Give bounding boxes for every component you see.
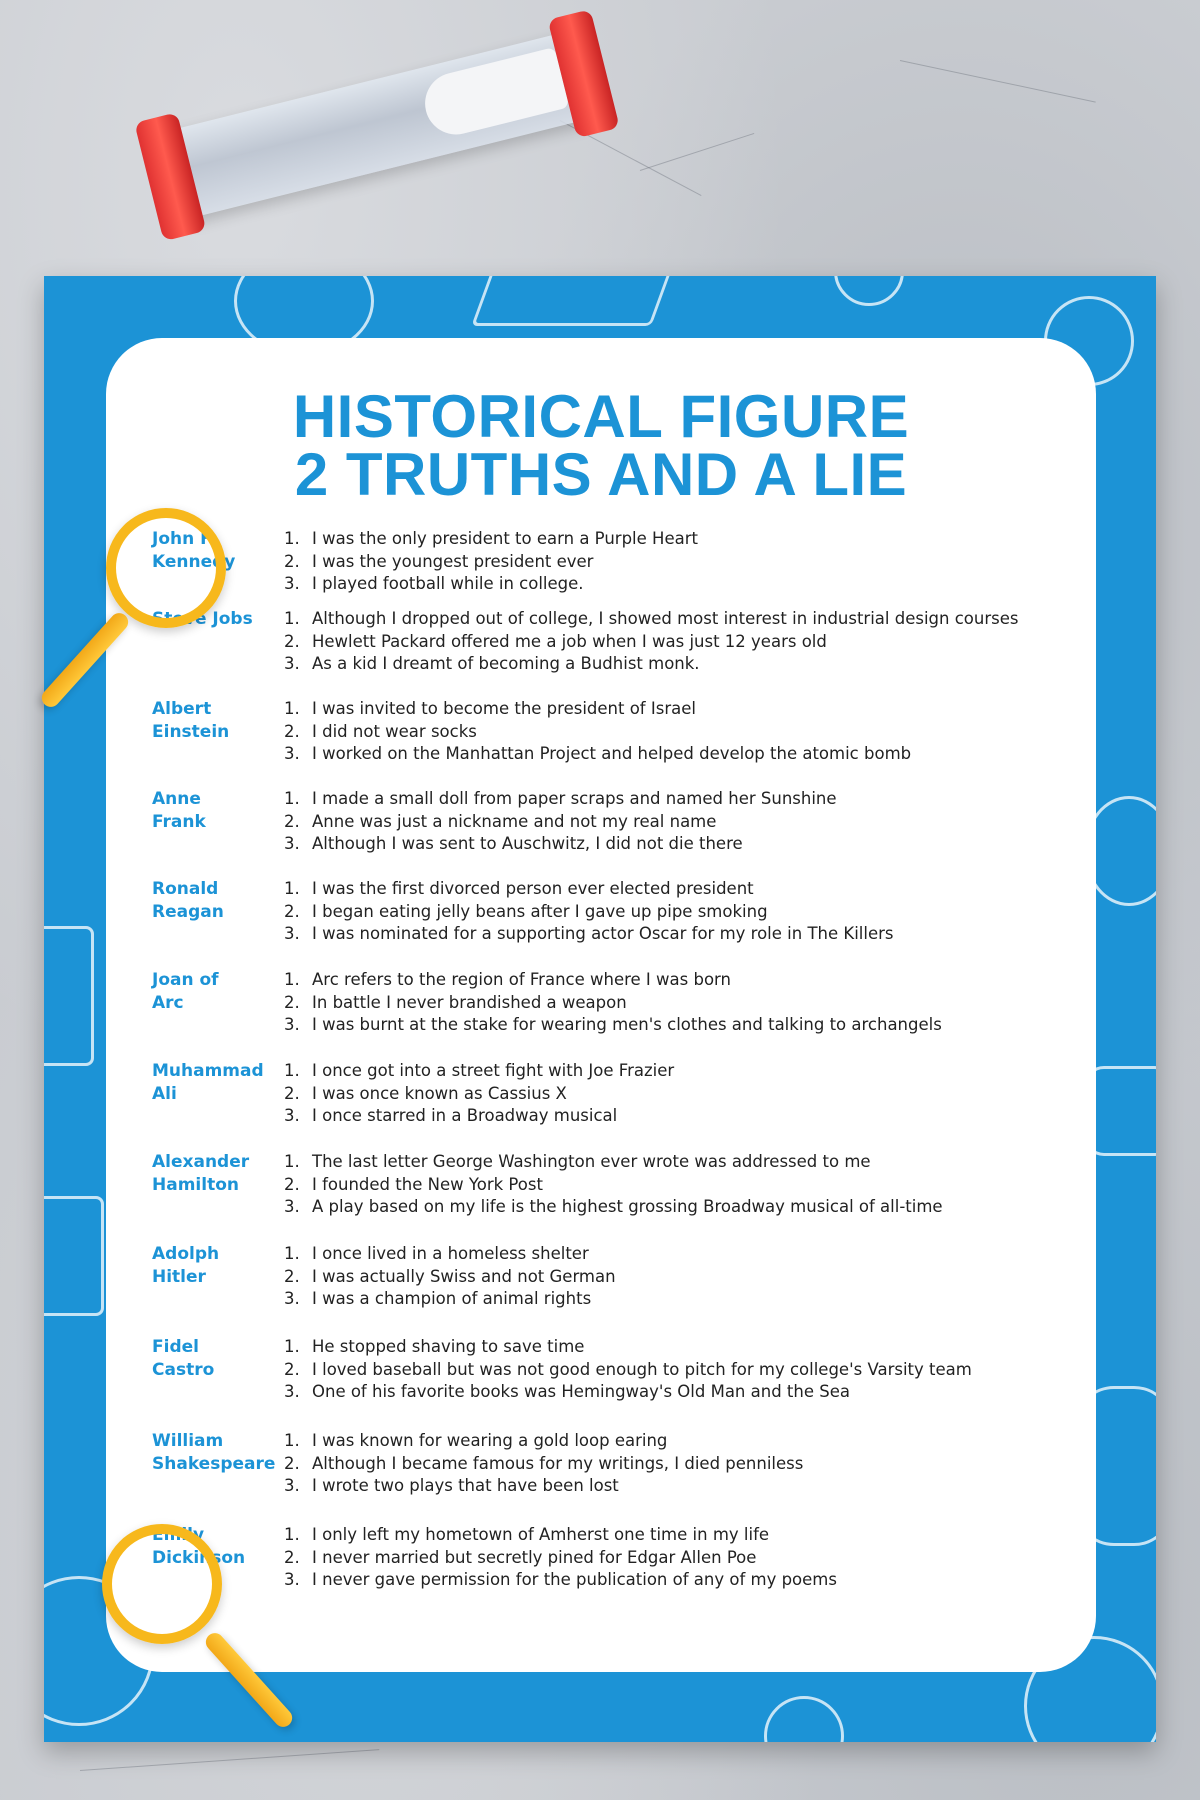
fact-item: 3. I wrote two plays that have been lost — [284, 1476, 619, 1495]
fact-list — [284, 1430, 803, 1524]
stone-crack — [640, 133, 754, 171]
fact-item: 2. I was actually Swiss and not German — [284, 1266, 616, 1286]
fact-item: 2. I loved baseball but was not good enough to pitch for my college's Varsity team — [284, 1359, 972, 1379]
figure-row — [152, 608, 1092, 698]
magnifier-bottom — [102, 1524, 222, 1644]
fact-list — [284, 1060, 674, 1151]
fact-item: 1. I was the first divorced person ever elected president — [284, 879, 754, 898]
fact-item: 2. Anne was just a nickname and not my real name — [284, 811, 717, 831]
figure-row — [152, 878, 1092, 969]
book-doodle — [471, 276, 676, 326]
figure-row — [152, 698, 1092, 788]
book-doodle — [44, 926, 94, 1066]
fact-item: 3. I was nominated for a supporting actor Oscar for my role in The Killers — [284, 924, 894, 943]
magnifier-top — [106, 508, 226, 628]
sun-doodle — [764, 1696, 844, 1742]
fact-item: 3. I once starred in a Broadway musical — [284, 1106, 618, 1125]
fact-item: 2. I began eating jelly beans after I gave up pipe smoking — [284, 901, 768, 921]
title-line-1: HISTORICAL FIGURE — [292, 383, 910, 450]
fact-list — [284, 698, 911, 788]
fact-item: 1. I was known for wearing a gold loop earing — [284, 1431, 668, 1450]
figure-row — [152, 969, 1092, 1060]
figure-name: Alexander Hamilton — [152, 1152, 250, 1195]
figure-name: Fidel Castro — [152, 1337, 215, 1380]
page-title — [106, 383, 1096, 508]
fact-item: 2. In battle I never brandished a weapon — [284, 992, 627, 1012]
fact-item: 1. I once got into a street fight with Joe Frazier — [284, 1061, 675, 1080]
hourglass — [117, 0, 638, 258]
fact-list — [284, 608, 1018, 698]
figure-name: John F Kennedy — [152, 529, 236, 572]
figure-name: Ronald Reagan — [152, 879, 224, 922]
figure-name: Emily Dickinson — [152, 1525, 246, 1568]
fact-item: 1. I only left my hometown of Amherst one time in my life — [284, 1525, 770, 1544]
fact-item: 1. I once lived in a homeless shelter — [284, 1244, 589, 1263]
fact-item: 1. The last letter George Washington ever wrote was addressed to me — [284, 1152, 871, 1171]
fact-item: 3. I was burnt at the stake for wearing men's clothes and talking to archangels — [284, 1015, 942, 1034]
fact-item: 2. I was the youngest president ever — [284, 551, 594, 571]
figure-name: Anne Frank — [152, 789, 206, 832]
figure-row — [152, 1060, 1092, 1151]
stone-crack — [900, 60, 1096, 103]
book-doodle — [44, 1196, 104, 1316]
figure-row — [152, 1524, 1092, 1614]
fact-list — [284, 1151, 943, 1243]
figure-row — [152, 1151, 1092, 1243]
fact-item: 1. Although I dropped out of college, I showed most interest in industrial design courses — [284, 609, 1019, 628]
fact-list — [284, 788, 837, 878]
fact-list — [284, 878, 893, 969]
figures-list — [152, 528, 1092, 1614]
worksheet — [106, 338, 1096, 1672]
fact-item: 2. I founded the New York Post — [284, 1174, 543, 1194]
fact-item: 3. I worked on the Manhattan Project and helped develop the atomic bomb — [284, 744, 912, 763]
figure-row — [152, 788, 1092, 878]
figure-name: Joan of Arc — [152, 970, 219, 1013]
figure-row — [152, 1336, 1092, 1430]
fact-item: 1. He stopped shaving to save time — [284, 1337, 585, 1356]
fact-item: 3. I played football while in college. — [284, 574, 584, 593]
figure-name: Adolph Hitler — [152, 1244, 220, 1287]
fact-item: 3. As a kid I dreamt of becoming a Budhist monk. — [284, 654, 700, 673]
arrow-doodle — [834, 276, 904, 306]
fact-item: 3. I was a champion of animal rights — [284, 1289, 592, 1308]
figure-row — [152, 1243, 1092, 1336]
figure-name: William Shakespeare — [152, 1431, 276, 1474]
fact-list — [284, 1524, 837, 1614]
fact-item: 3. One of his favorite books was Hemingway's Old Man and the Sea — [284, 1382, 850, 1401]
fact-item: 2. Hewlett Packard offered me a job when I was just 12 years old — [284, 631, 827, 651]
fact-item: 3. A play based on my life is the highest grossing Broadway musical of all-time — [284, 1197, 943, 1216]
fact-list — [284, 528, 698, 608]
fact-item: 1. Arc refers to the region of France where I was born — [284, 970, 732, 989]
figure-row — [152, 1430, 1092, 1524]
fact-item: 3. I never gave permission for the publication of any of my poems — [284, 1570, 837, 1589]
figure-row — [152, 528, 1092, 608]
title-line-2: 2 TRUTHS AND A LIE — [294, 441, 908, 508]
fact-list — [284, 1243, 616, 1336]
fact-item: 1. I was invited to become the president of Israel — [284, 699, 696, 718]
fact-list — [284, 969, 942, 1060]
fact-list — [284, 1336, 972, 1430]
stone-crack — [80, 1749, 379, 1771]
fact-item: 1. I made a small doll from paper scraps and named her Sunshine — [284, 789, 837, 808]
printable-board — [44, 276, 1156, 1742]
fact-item: 2. I did not wear socks — [284, 721, 477, 741]
figure-name: Albert Einstein — [152, 699, 230, 742]
fact-item: 2. I never married but secretly pined for Edgar Allen Poe — [284, 1547, 757, 1567]
fact-item: 2. Although I became famous for my writings, I died penniless — [284, 1453, 804, 1473]
fact-item: 2. I was once known as Cassius X — [284, 1083, 567, 1103]
figure-name: Steve Jobs — [152, 609, 253, 629]
fact-item: 1. I was the only president to earn a Purple Heart — [284, 529, 698, 548]
figure-name: Muhammad Ali — [152, 1061, 264, 1104]
fact-item: 3. Although I was sent to Auschwitz, I did not die there — [284, 834, 743, 853]
